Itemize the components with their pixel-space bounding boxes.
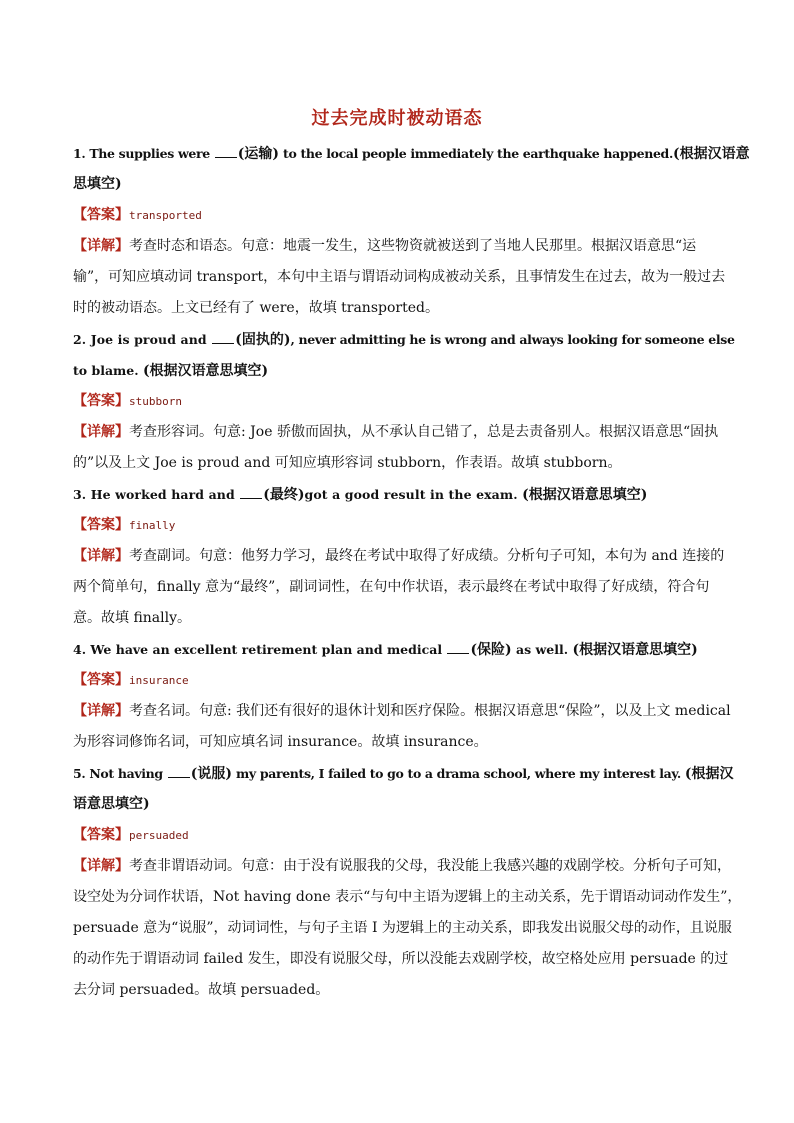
answer-label: 【答案】 [73, 517, 129, 533]
detail-text: 考查名词。句意: 我们还有很好的退休计划和医疗保险。根据汉语意思“保险”，以及上文 medical [129, 703, 731, 719]
question-text: 1. The supplies were [73, 146, 214, 161]
detail-label: 【详解】 [73, 703, 129, 719]
question-text: 3. He worked hard and [73, 487, 240, 502]
detail-3-line: 两个简单句，finally 意为“最终”，副词词性，在句中作状语，表示最终在考试中取得了好成绩，符合句 [73, 579, 710, 595]
answer-4 [73, 665, 723, 696]
chinese-hint: (运输) [237, 146, 280, 162]
detail-text: 考查时态和语态。句意：地震一发生，这些物资就被送到了当地人民那里。根据汉语意思“运 [129, 238, 697, 254]
instruction-text: (根据汉语意思填空) [142, 363, 269, 379]
exercise-list [73, 138, 750, 1006]
chinese-hint: (保险) [470, 642, 512, 658]
instruction-text: 语意思填空) [73, 796, 150, 812]
answer-1 [73, 200, 723, 231]
detail-label: 【详解】 [73, 858, 129, 874]
detail-5-line: persuade 意为“说服”，动词词性，与句子主语 I 为逻辑上的主动关系，即我发出说服父母的动作，且说服 [73, 920, 732, 936]
detail-1-line [73, 231, 723, 262]
instruction-text: (根据汉语意思填空) [572, 642, 698, 658]
detail-1-line: 时的被动语态。上文已经有了 were，故填 transported。 [73, 300, 439, 316]
question-text: 5. Not having [73, 766, 167, 781]
question-text: to the local people immediately the earthquake happened. [279, 146, 673, 161]
detail-3-line [73, 541, 723, 572]
detail-label: 【详解】 [73, 548, 129, 564]
detail-5-line: 去分词 persuaded。故填 persuaded。 [73, 982, 330, 998]
question-text: got a good result in the exam. [304, 487, 523, 502]
detail-5-line [73, 851, 731, 882]
detail-text: 考查非谓语动词。句意：由于没有说服我的父母，我没能上我感兴趣的戏剧学校。分析句子可知， [129, 858, 731, 874]
detail-label: 【详解】 [73, 424, 129, 440]
answer-value: transported [129, 209, 202, 222]
question-5 [73, 758, 734, 789]
detail-3-line: 意。故填 finally。 [73, 610, 192, 626]
answer-value: stubborn [129, 395, 182, 408]
answer-2 [73, 386, 723, 417]
answer-3 [73, 510, 723, 541]
instruction-text: 思填空) [73, 176, 122, 192]
detail-2-line [73, 417, 723, 448]
question-1 [73, 138, 750, 169]
detail-text: 考查副词。句意：他努力学习，最终在考试中取得了好成绩。分析句子可知，本句为 and 连接的 [129, 548, 725, 564]
answer-value: persuaded [129, 829, 189, 842]
question-text: 2. Joe is proud and [73, 332, 212, 347]
page-title: 过去完成时被动语态 [311, 108, 483, 129]
answer-label: 【答案】 [73, 207, 129, 223]
question-text: my parents, I failed to go to a drama school, where my interest lay. [232, 766, 685, 781]
detail-text: 考查形容词。句意: Joe 骄傲而固执，从不承认自己错了，总是去责备别人。根据汉语意思“固执 [129, 424, 719, 440]
detail-4-line: 为形容词修饰名词，可知应填名词 insurance。故填 insurance。 [73, 734, 488, 750]
question-1-continued [73, 169, 723, 200]
question-2 [73, 324, 735, 355]
question-5-continued [73, 789, 723, 820]
answer-value: finally [129, 519, 176, 532]
answer-blank [215, 145, 237, 158]
answer-blank [168, 765, 190, 778]
answer-5 [73, 820, 723, 851]
detail-1-line: 输”，可知应填动词 transport，本句中主语与谓语动词构成被动关系，且事情发生在过去，故为一般过去 [73, 269, 726, 285]
chinese-hint: (固执的) [235, 332, 291, 348]
detail-label: 【详解】 [73, 238, 129, 254]
question-2-continued [73, 355, 723, 386]
detail-5-line: 设空处为分词作状语，Not having done 表示“与句中主语为逻辑上的主动关系，先于谓语动词动作发生”， [73, 889, 742, 905]
instruction-text: (根据汉语意思填空) [522, 487, 648, 503]
detail-5-line: 的动作先于谓语动词 failed 发生，即没有说服父母，所以没能去戏剧学校，故空格处应用 persuade 的过 [73, 951, 729, 967]
detail-4-line [73, 696, 731, 727]
question-3 [73, 479, 723, 510]
question-text: as well. [511, 642, 573, 657]
question-text: , never admitting he is wrong and always looking for someone else [290, 332, 735, 347]
question-text: to blame. [73, 363, 143, 378]
answer-blank [212, 331, 234, 344]
question-4 [73, 634, 723, 665]
instruction-text: (根据汉语意 [672, 146, 750, 162]
answer-label: 【答案】 [73, 672, 129, 688]
answer-label: 【答案】 [73, 827, 129, 843]
chinese-hint: (说服) [190, 766, 233, 782]
answer-blank [447, 641, 469, 654]
instruction-text: (根据汉 [684, 766, 734, 782]
detail-2-line: 的”以及上文 Joe is proud and 可知应填形容词 stubborn，作表语。故填 stubborn。 [73, 455, 622, 471]
answer-blank [240, 486, 262, 499]
chinese-hint: (最终) [263, 487, 305, 503]
answer-value: insurance [129, 674, 189, 687]
answer-label: 【答案】 [73, 393, 129, 409]
question-text: 4. We have an excellent retirement plan and medical [73, 642, 447, 657]
